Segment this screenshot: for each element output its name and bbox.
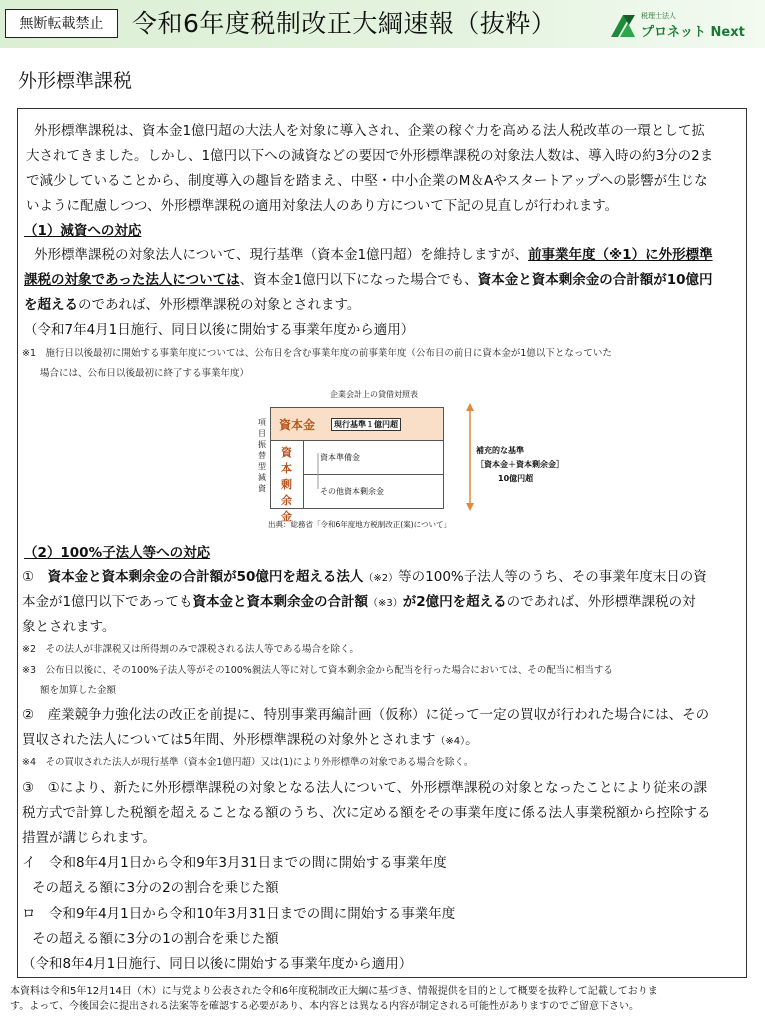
intro-line: 大されてきました。しかし、1億円以下への減資などの要因で外形標準課税の対象法人数は、導入時の約3分の2ま	[26, 148, 714, 164]
page-title: 令和6年度税制改正大綱速報（抜粋）	[132, 9, 557, 38]
diagram-left-label: 項 目 振 替 型 減 資	[258, 418, 266, 493]
s2-item1: ① 資本金と資本剰余金の合計額が50億円を超える法人（※2）等の100%子法人等のうち、その事業年度末日の資	[22, 569, 707, 585]
s2-item2: 買収された法人については5年間、外形標準課税の対象外とされます（※4）。	[22, 732, 479, 748]
company-logo	[609, 11, 759, 41]
alt-criteria-threshold: 10億円超	[498, 474, 534, 483]
s1-effective: （令和7年4月1日施行、同日以後に開始する事業年度から適用）	[24, 322, 415, 338]
s2-item2: ② 産業競争力強化法の改正を前提に、特別事業再編計画（仮称）に従って一定の買収が行われた場合には、その	[22, 707, 710, 723]
s2-item3: 措置が講じられます。	[22, 830, 156, 846]
s1-line: 外形標準課税の対象法人について、現行基準（資本金1億円超）を維持しますが、前事業年度（※1）に外形標準	[34, 247, 713, 263]
note-3-cont: 額を加算した金額	[40, 685, 117, 696]
surplus-label: 資 本 剰 余 金	[281, 446, 292, 523]
note-1: ※1 施行日以後最初に開始する事業年度については、公布日を含む事業年度の前事業年度（公布日の前日に資本金が1億以下となっていた	[22, 348, 612, 359]
footer-disclaimer: 本資料は令和5年12月14日（木）に与党より公表された令和6年度税制改正大綱に基づき、情報提供を目的として概要を抜粋して記載しておりま す。よって、今後国会に提出される法案等を確認する必要があり、本内容とは異なる内容が制定される可能性がありますのでご留意下さい。	[10, 986, 658, 1012]
s1-line: 課税の対象であった法人については、資本金1億円以下になった場合でも、資本金と資本剰余金の合計額が10億円	[24, 272, 713, 288]
capital-row: 資本金 現行基準１億円超	[271, 408, 443, 441]
schedule-ro-rate: その超える額に3分の1の割合を乗じた額	[32, 931, 279, 947]
schedule-ro: ロ 令和9年4月1日から令和10年3月31日までの間に開始する事業年度	[22, 906, 456, 922]
note-2: ※2 その法人が非課税又は所得割のみで課税される法人等である場合を除く。	[22, 644, 359, 655]
other-surplus-label: その他資本剰余金	[320, 487, 384, 496]
logo-icon	[609, 11, 637, 39]
section-title: 外形標準課税	[18, 70, 133, 92]
intro-line: で減少していることから、制度導入の趣旨を踏まえ、中堅・中小企業のM＆Aやスタートアップへの影響が生じな	[26, 173, 708, 189]
logo-subtext: 税理士法人	[641, 12, 676, 20]
s2-item1: 本金が1億円以下であっても資本金と資本剰余金の合計額（※3）が2億円を超えるのであれば、外形標準課税の対	[22, 594, 696, 610]
note-4: ※4 その買収された法人が現行基準（資本金1億円超）又は(1)により外形標準の対象である場合を除く。	[22, 757, 474, 768]
s1-line: を超えるのであれば、外形標準課税の対象とされます。	[24, 297, 361, 313]
no-reproduction-badge: 無断転載禁止	[5, 9, 118, 38]
intro-line: いように配慮しつつ、外形標準課税の適用対象法人のあり方について下記の見直しが行われます。	[26, 198, 619, 214]
schedule-i-rate: その超える額に3分の2の割合を乗じた額	[32, 880, 279, 896]
section1-heading: （1）減資への対応	[24, 223, 142, 239]
alt-criteria-label: 補充的な基準	[476, 446, 524, 455]
s2-effective: （令和8年4月1日施行、同日以後に開始する事業年度から適用）	[22, 956, 413, 972]
alt-criteria-formula: ［資本金＋資本剰余金］	[476, 460, 564, 469]
section2-heading: （2）100%子法人等への対応	[24, 545, 211, 561]
diagram-source: 出典：総務省「令和6年度地方税制改正(案)について」	[268, 520, 451, 529]
logo-name: プロネット Next	[641, 25, 745, 40]
note-3: ※3 公布日以後に、その100%子法人等がその100%親法人等に対して資本剰余金から配当を行った場合においては、その配当に相当する	[22, 665, 613, 676]
diagram-top-label: 企業会計上の貸借対照表	[330, 390, 418, 399]
s2-item1: 象とされます。	[22, 619, 116, 635]
reserve-label: 資本準備金	[320, 453, 360, 462]
intro-line: 外形標準課税は、資本金1億円超の大法人を対象に導入され、企業の稼ぐ力を高める法人税改革の一環として拡	[34, 123, 705, 139]
balance-sheet-diagram	[258, 389, 564, 529]
s2-item3: ③ ①により、新たに外形標準課税の対象となる法人について、外形標準課税の対象となったことにより従来の課	[22, 780, 708, 796]
schedule-i: イ 令和8年4月1日から令和9年3月31日までの間に開始する事業年度	[22, 855, 447, 871]
note-1-cont: 場合には、公布日以後最初に終了する事業年度）	[40, 368, 250, 379]
s2-item3: 税方式で計算した税額を超えることなる額のうち、次に定める額をその事業年度に係る法人事業税額から控除する	[22, 805, 711, 821]
header-bar	[0, 0, 765, 48]
content-box	[17, 108, 747, 978]
